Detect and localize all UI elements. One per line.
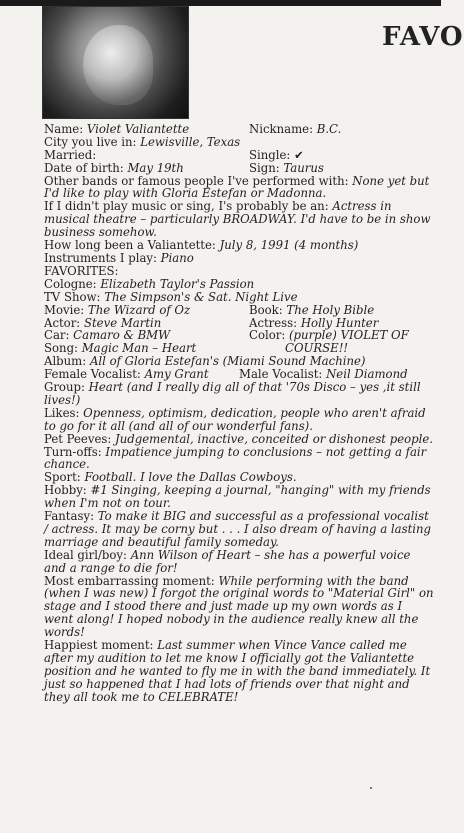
mvocalist-value: Neil Diamond	[326, 367, 408, 382]
career-para	[44, 200, 434, 239]
happiest-para	[44, 639, 434, 704]
tv-label: TV Show:	[44, 289, 101, 304]
group-label: Group:	[44, 379, 85, 394]
nickname-label: Nickname:	[249, 122, 314, 136]
sign-label: Sign:	[249, 160, 280, 175]
profile-text	[44, 123, 434, 704]
color-value: (purple) VIOLET OF	[289, 328, 409, 343]
city-label: City you live in:	[44, 134, 137, 149]
turnoffs-label: Turn-offs:	[44, 444, 102, 459]
single-check-icon: ✔	[294, 147, 304, 162]
likes-para	[44, 407, 434, 433]
bands-label: Other bands or famous people I've performed with:	[44, 173, 349, 188]
instruments-para	[44, 252, 434, 265]
instruments-label: Instruments I play:	[44, 251, 157, 265]
cologne-value: Elizabeth Taylor's Passion	[100, 276, 255, 291]
actress-value: Holly Hunter	[300, 315, 379, 330]
embarrassing-value: While performing with the band (when I was new) I forgot the original words to "Material Girl" on stage and I stood there and just made up my own words as I went along! I hoped nobody in the audience really knew all the words!	[44, 573, 434, 640]
color-value-cont: COURSE!!	[285, 341, 349, 356]
car-value: Camaro & BMW	[73, 328, 171, 343]
group-para	[44, 381, 434, 407]
name-label: Name:	[44, 122, 84, 136]
dob-value: May 19th	[127, 160, 184, 175]
group-value: Heart (and I really dig all of that '70s Disco – yes ,it still lives!)	[44, 379, 421, 407]
tv-value: The Simpson's & Sat. Night Live	[104, 289, 298, 304]
ideal-value: Ann Wilson of Heart – she has a powerful voice and a range to die for!	[44, 547, 411, 575]
page-title: FAVO	[382, 22, 464, 52]
portrait-face	[83, 25, 153, 105]
fantasy-value: To make it BIG and successful as a professional vocalist / actress. It may be corny but . . . I also dream of having a lasting marriage and beautiful family someday.	[44, 509, 432, 549]
peeves-label: Pet Peeves:	[44, 431, 112, 446]
fantasy-para	[44, 510, 434, 549]
row-dob	[44, 162, 434, 175]
car-label: Car:	[44, 328, 70, 343]
favorites-heading: FAVORITES:	[44, 263, 119, 278]
song-label: Song:	[44, 341, 78, 356]
bands-para	[44, 175, 434, 201]
row-city	[44, 136, 434, 149]
nickname-value: B.C.	[316, 122, 342, 136]
actor-value: Steve Martin	[83, 315, 162, 330]
likes-value: Openness, optimism, dedication, people who aren't afraid to go for it all (and all of our wonderful fans).	[44, 405, 426, 433]
turnoffs-value: Impatience jumping to conclusions – not getting a fair chance.	[44, 444, 427, 472]
color-label: Color:	[249, 328, 286, 343]
dob-label: Date of birth:	[44, 160, 124, 175]
name-value: Violet Valiantette	[86, 122, 190, 136]
actor-label: Actor:	[44, 315, 81, 330]
howlong-value: July 8, 1991 (4 months)	[219, 238, 359, 253]
book-value: The Holy Bible	[286, 302, 375, 317]
embarrassing-label: Most embarrassing moment:	[44, 573, 215, 588]
fvocalist-value: Amy Grant	[144, 367, 209, 382]
happiest-label: Happiest moment:	[44, 638, 154, 653]
embarrassing-para	[44, 575, 434, 640]
single-label: Single:	[249, 147, 291, 162]
actress-label: Actress:	[249, 315, 298, 330]
instruments-value: Piano	[160, 251, 194, 265]
howlong-label: How long been a Valiantette:	[44, 238, 216, 253]
career-label: If I didn't play music or sing, I's probably be an:	[44, 199, 329, 214]
sign-value: Taurus	[283, 160, 324, 175]
movie-value: The Wizard of Oz	[87, 302, 191, 317]
album-value: All of Gloria Estefan's (Miami Sound Machine)	[89, 354, 366, 369]
bands-value: None yet but I'd like to play with Gloria Estefan or Madonna.	[44, 173, 430, 201]
song-value: Magic Man – Heart	[81, 341, 197, 356]
hobby-para	[44, 484, 434, 510]
happiest-value: Last summer when Vince Vance called me after my audition to let me know I officially got the Valiantette position and he wanted to fly me in with the band immediately. It just so happened that I had lots of friends over that night and they all took me to CELEBRATE!	[44, 638, 431, 704]
peeves-value: Judgemental, inactive, conceited or dishonest people.	[115, 431, 434, 446]
book-label: Book:	[249, 302, 283, 317]
ideal-para	[44, 549, 434, 575]
sport-label: Sport:	[44, 470, 81, 485]
hobby-label: Hobby:	[44, 483, 87, 498]
fvocalist-label: Female Vocalist:	[44, 367, 141, 382]
mvocalist-label: Male Vocalist:	[239, 367, 323, 382]
print-speck	[370, 787, 372, 789]
movie-label: Movie:	[44, 302, 85, 317]
career-value: Actress in musical theatre – particularly BROADWAY. I'd have to be in show business somehow.	[44, 199, 431, 240]
city-value: Lewisville, Texas	[140, 134, 241, 149]
hobby-value: #1 Singing, keeping a journal, "hanging" with my friends when I'm not on tour.	[44, 483, 431, 511]
row-song	[44, 342, 434, 355]
fantasy-label: Fantasy:	[44, 509, 95, 524]
sport-value: Football. I love the Dallas Cowboys.	[84, 470, 297, 485]
album-label: Album:	[44, 354, 87, 369]
row-vocalist	[44, 368, 434, 381]
likes-label: Likes:	[44, 405, 80, 420]
turnoffs-para	[44, 446, 434, 472]
ideal-label: Ideal girl/boy:	[44, 547, 127, 562]
portrait-photo	[42, 6, 189, 119]
cologne-label: Cologne:	[44, 276, 97, 291]
married-label: Married:	[44, 147, 97, 162]
